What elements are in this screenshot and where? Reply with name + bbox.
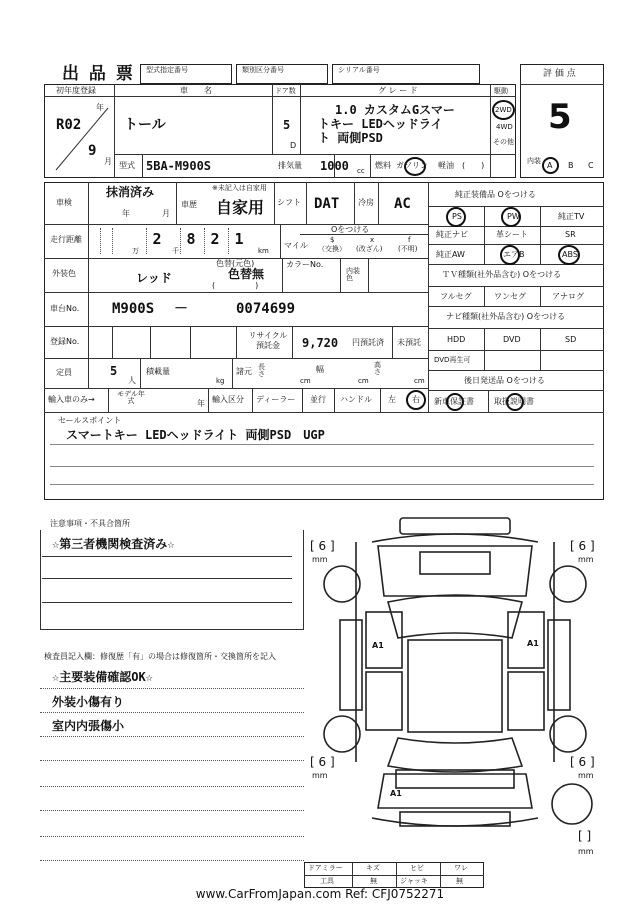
interior-label: 内装 (527, 157, 541, 165)
repaint-value: 色替無 (228, 267, 265, 281)
drive-2wd-circle (492, 100, 515, 120)
repaint-label: 色替(元色) (216, 259, 255, 268)
sheet-title: 出 品 票 (62, 64, 135, 84)
handle-label: ハンドル (340, 395, 372, 404)
repaint-paren: ( ) (212, 281, 259, 290)
legend-jack: ジャッキ (400, 877, 428, 885)
doors-d: D (290, 141, 297, 150)
equip-sr: SR (565, 230, 576, 239)
navi-sd: SD (565, 335, 577, 344)
notes-line2: ☆主要装備確認OK☆ (52, 670, 153, 684)
equip-leather: 革シート (496, 230, 528, 239)
recycle-label: リサイクル預託金 (248, 331, 288, 350)
chassis-label: 車台No. (50, 304, 80, 313)
interior-color-label: 内装色 (346, 267, 360, 282)
mileage-digit: 2 (204, 228, 225, 254)
equip-airbag-circle (500, 245, 520, 265)
selling-text: スマートキー LEDヘッドライト 両側PSD UGP (66, 428, 325, 442)
recycle-value: 9,720 (302, 336, 339, 350)
mileage-note: Oをつける (331, 225, 370, 234)
tread-fl: [ 6 ] (310, 539, 335, 553)
model-year-label: モデル年式 (117, 390, 145, 405)
fuel-light: 軽油 (438, 161, 454, 170)
legend-jack-val: 無 (456, 877, 463, 885)
navi-hdd: HDD (447, 335, 466, 344)
notes-line1: ☆第三者機関検査済み☆ (52, 537, 175, 551)
mileage-digits (100, 228, 270, 256)
interior-c: C (588, 161, 594, 170)
model-label: 型式 (119, 161, 135, 170)
chassis-dash: － (174, 301, 188, 317)
later-manual-circle (506, 393, 524, 411)
later-warranty: 新車保証書 (434, 397, 474, 406)
damage-a1-left: A1 (372, 641, 384, 650)
later-manual: 取扱説明書 (494, 397, 534, 406)
load-kg: kg (216, 377, 225, 385)
doors-value: 5 (283, 118, 291, 132)
equip-ps-circle (446, 207, 466, 227)
ac-label: 冷房 (358, 198, 374, 207)
equip-abs: ABS (562, 250, 578, 259)
legend-tools: 工具 (320, 877, 334, 885)
handle-right-circle (406, 390, 426, 410)
drive-2wd: 2WD (495, 106, 512, 114)
inspection-value: 抹消済み (106, 185, 155, 199)
tread-spare: [ ] (578, 829, 592, 843)
displacement-value: 1000 (320, 159, 349, 173)
history-note: ※未記入は自家用 (212, 184, 267, 192)
displacement-label: 排気量 (278, 161, 302, 170)
history-value: 自家用 (216, 198, 265, 217)
interior-a-circle (542, 157, 559, 174)
equip-airbag: エアB (503, 250, 525, 259)
serial-label: シリアル番号 (338, 66, 380, 74)
score-value: 5 (548, 97, 572, 137)
mile-label: マイル (284, 241, 308, 250)
dims-height: 高さ (374, 361, 381, 376)
equip-pw-circle (501, 207, 521, 227)
dims-width-cm: cm (358, 377, 369, 385)
displacement-unit: cc (357, 167, 365, 175)
notes-line4: 室内内張傷小 (52, 719, 125, 733)
notes-label: 注意事項・不具合箇所 (50, 519, 130, 528)
month-value: 9 (88, 143, 97, 159)
mileage-digit: 8 (180, 228, 201, 254)
legend-crack: ヒビ (410, 864, 424, 872)
capacity-unit: 人 (128, 376, 136, 385)
tread-fl-unit: mm (312, 555, 328, 564)
mileage-digit (112, 228, 133, 254)
tamper-label: (改ざん) (356, 245, 383, 253)
inspection-label: 車検 (56, 198, 72, 207)
tread-fr: [ 6 ] (570, 539, 595, 553)
notes-line3: 外装小傷有り (52, 695, 125, 709)
later-warranty-circle (446, 393, 464, 411)
grade-line1: 1.0 カスタムGスマー (335, 103, 455, 117)
car-name-label: 車 名 (180, 86, 212, 95)
equip-ps: PS (452, 212, 462, 221)
mileage-km: km (258, 247, 269, 255)
tread-fr-unit: mm (578, 555, 594, 564)
dims-width: 幅 (316, 365, 324, 374)
recycle-paid: 円預託済 (352, 338, 384, 347)
equip-aw: 純正AW (436, 250, 465, 259)
shift-value: DAT (314, 196, 340, 212)
shift-label: シフト (277, 198, 301, 207)
load-label: 積載量 (146, 367, 170, 376)
fuel-circle (404, 157, 426, 176)
grade-line3: ト 両側PSD (318, 131, 383, 145)
capacity-value: 5 (110, 364, 118, 378)
later-title: 後日発送品 Oをつける (464, 376, 545, 385)
damage-a1-right: A1 (527, 639, 539, 648)
grade-label: グ レ ー ド (378, 86, 418, 95)
car-diagram (300, 512, 600, 864)
tread-rr: [ 6 ] (570, 755, 595, 769)
dims-height-cm: cm (414, 377, 425, 385)
import-label: 輸入車のみ→ (48, 395, 95, 404)
equip-navi: 純正ナビ (436, 230, 468, 239)
dims-length-cm: cm (300, 377, 311, 385)
model-year-unit: 年 (197, 399, 205, 408)
tv-type-title: ＴＶ種類(社外品含む) Oをつける (442, 270, 562, 279)
inspection-month-unit: 月 (162, 209, 170, 218)
selling-label: セールスポイント (58, 416, 122, 425)
navi-dvd-play: DVD再生可 (434, 356, 471, 364)
drive-other: その他 (493, 138, 514, 146)
mileage-digit: 1 (228, 228, 249, 254)
import-dealer: ディーラー (256, 395, 296, 404)
mileage-sen: 千 (172, 247, 179, 255)
capacity-label: 定員 (56, 368, 72, 377)
oem-title: 純正装備品 Oをつける (455, 190, 536, 199)
model-value: 5BA-M900S (146, 159, 212, 173)
recycle-unpaid: 未預託 (397, 338, 421, 347)
reg-no-label: 登録No. (50, 337, 80, 346)
chassis-number: 0074699 (236, 301, 296, 317)
type-cert-label: 型式指定番号 (146, 66, 188, 74)
navi-dvd: DVD (503, 335, 521, 344)
car-name-value: トール (124, 117, 166, 133)
color-label: 外装色 (52, 269, 76, 278)
exch-sym: $ (330, 236, 335, 244)
equip-abs-circle (558, 245, 580, 265)
drive-4wd: 4WD (496, 123, 513, 131)
class-label: 類別区分番号 (242, 66, 284, 74)
month-unit: 月 (104, 157, 112, 166)
unknown-label: (不明) (398, 245, 418, 253)
fuel-paren: ( ) (462, 161, 485, 170)
drive-label: 駆動 (494, 87, 508, 95)
watermark: www.CarFromJapan.com Ref: CFJ0752271 (195, 887, 445, 901)
first-reg-label: 初年度登録 (56, 86, 96, 95)
chassis-model: M900S (112, 301, 155, 317)
inspector-label: 検査員記入欄：修復歴「有」の場合は修復箇所・交換箇所を記入 (44, 652, 276, 661)
tv-analog: アナログ (552, 292, 584, 301)
exch-label: （交換） (318, 245, 346, 253)
color-no-label: カラーNo. (286, 260, 324, 269)
doors-label: ドア数 (275, 87, 296, 95)
mileage-label: 走行距離 (50, 235, 82, 244)
tread-rr-unit: mm (578, 771, 594, 780)
ac-value: AC (394, 196, 411, 212)
history-label: 車歴 (181, 200, 197, 209)
legend-broken: ワレ (454, 864, 468, 872)
interior-a: A (547, 161, 553, 170)
tread-spare-unit: mm (578, 847, 594, 856)
import-parallel: 並行 (310, 395, 326, 404)
handle-right: 右 (412, 395, 420, 404)
dims-label: 諸元 (236, 367, 252, 376)
fuel-label: 燃料 (375, 161, 391, 170)
dims-length: 長さ (258, 363, 265, 378)
damage-a1-bottom: A1 (390, 789, 402, 798)
fuel-value: ガソリン (396, 161, 428, 170)
unknown-sym: f (408, 236, 411, 244)
mileage-digit: 2 (146, 228, 167, 254)
legend-mirror: ドアミラー (308, 864, 343, 872)
interior-b: B (568, 161, 574, 170)
tamper-sym: x (370, 236, 375, 244)
grade-line2: トキー LEDヘッドライ (318, 117, 443, 131)
navi-type-title: ナビ種類(社外品含む) Oをつける (446, 312, 566, 321)
color-value: レッド (136, 271, 172, 285)
year-unit: 年 (96, 103, 104, 112)
year-value: R02 (56, 117, 82, 133)
import-type-label: 輸入区分 (212, 395, 244, 404)
tread-rl: [ 6 ] (310, 755, 335, 769)
mileage-man: 万 (132, 247, 139, 255)
equip-tv: 純正TV (558, 212, 585, 221)
equip-pw: PW (507, 212, 520, 221)
tv-fullseg: フルセグ (440, 292, 472, 301)
legend-scratch: キズ (366, 864, 380, 872)
tread-rl-unit: mm (312, 771, 328, 780)
inspection-year-unit: 年 (122, 209, 130, 218)
legend-tools-val: 無 (370, 877, 377, 885)
score-label: 評 価 点 (543, 69, 576, 79)
handle-left: 左 (388, 395, 396, 404)
tv-oneseg: ワンセグ (494, 292, 526, 301)
